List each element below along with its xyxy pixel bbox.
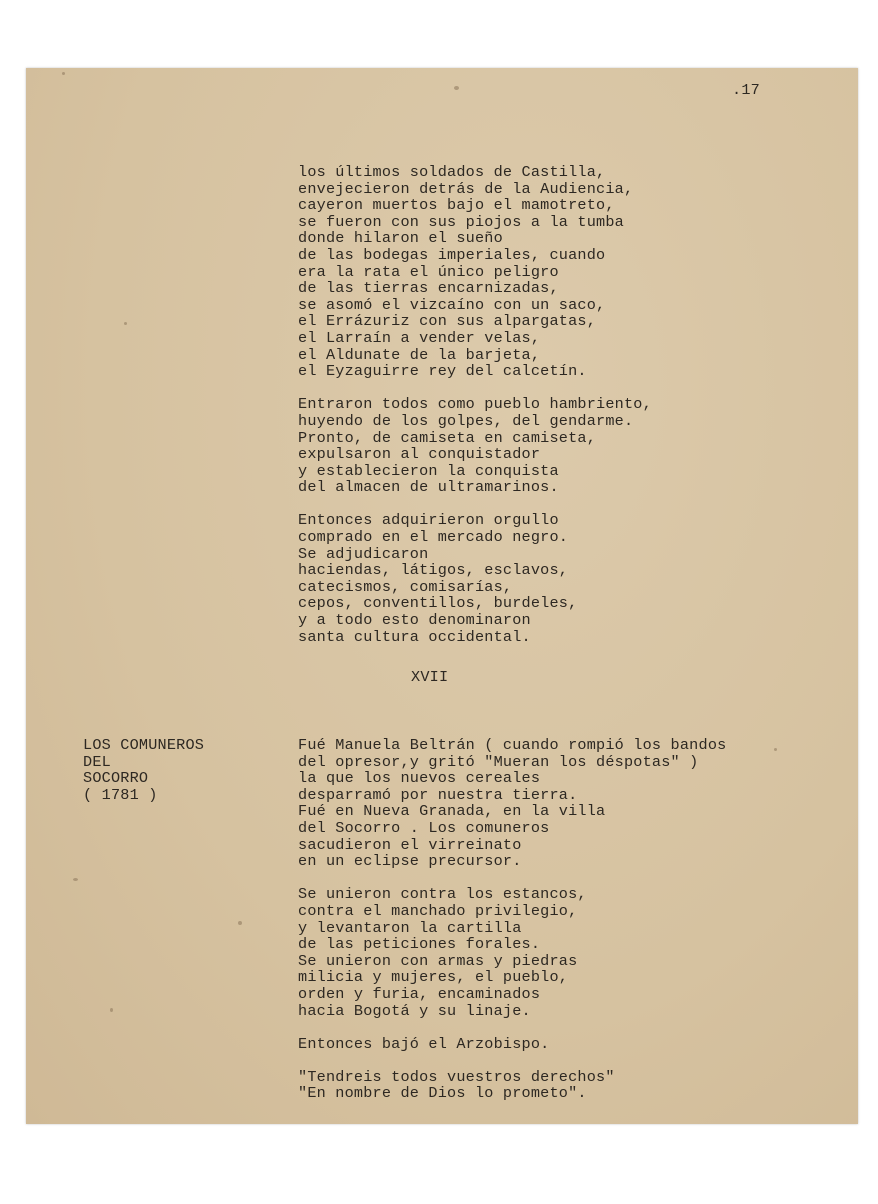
poem-line: haciendas, látigos, esclavos, [298, 561, 569, 580]
poem-line: de las bodegas imperiales, cuando [298, 245, 606, 264]
poem-line: la que los nuevos cereales [298, 769, 541, 788]
margin-note-line: LOS COMUNEROS [83, 736, 205, 754]
typewritten-page [26, 68, 858, 1124]
poem-line: "Tendreis todos vuestros derechos" [298, 1067, 615, 1086]
poem-line: y establecieron la conquista [298, 461, 559, 480]
poem-line: santa cultura occidental. [298, 627, 531, 646]
poem-line: del Socorro . Los comuneros [298, 818, 550, 837]
poem-line: de las tierras encarnizadas, [298, 279, 559, 298]
stanza [298, 737, 726, 870]
margin-note-line: DEL [83, 752, 111, 771]
paper-speck [774, 748, 777, 751]
poem-line: catecismos, comisarías, [298, 577, 513, 596]
paper-speck [454, 86, 459, 90]
section-title: XVII [411, 668, 449, 686]
poem-line: huyendo de los golpes, del gendarme. [298, 411, 634, 430]
poem-line: del opresor,y gritó "Mueran los déspotas" ) [298, 752, 699, 771]
poem-line: se fueron con sus piojos a la tumba [298, 212, 624, 231]
poem-line: expulsaron al conquistador [298, 445, 541, 464]
poem-line: orden y furia, encaminados [298, 984, 541, 1003]
poem-line: Entonces adquirieron orgullo [298, 511, 559, 530]
poem-line: envejecieron detrás de la Audiencia, [298, 179, 634, 198]
poem-line: desparramó por nuestra tierra. [298, 785, 578, 804]
poem-line: el Aldunate de la barjeta, [298, 345, 541, 364]
page-number: .17 [732, 81, 760, 99]
margin-note-line: SOCORRO [83, 769, 149, 788]
poem-line: cayeron muertos bajo el mamotreto, [298, 196, 615, 215]
poem-line: hacia Bogotá y su linaje. [298, 1001, 531, 1020]
poem-line: en un eclipse precursor. [298, 852, 522, 871]
poem-line: Se unieron contra los estancos, [298, 885, 587, 904]
poem-line: contra el manchado privilegio, [298, 901, 578, 920]
margin-note-line: ( 1781 ) [83, 785, 158, 804]
poem-line: se asomó el vizcaíno con un saco, [298, 295, 606, 314]
paper-speck [238, 921, 242, 925]
paper-speck [62, 72, 65, 75]
stanza [298, 164, 652, 380]
poem-line: los últimos soldados de Castilla, [298, 163, 606, 181]
poem-line: comprado en el mercado negro. [298, 528, 569, 547]
poem-line: era la rata el único peligro [298, 262, 559, 281]
poem-line: "En nombre de Dios lo prometo". [298, 1084, 587, 1103]
paper-speck [124, 322, 127, 325]
poem-line: y levantaron la cartilla [298, 918, 522, 937]
stanza [298, 1069, 726, 1102]
poem-body-bottom [298, 737, 726, 1119]
poem-line: cepos, conventillos, burdeles, [298, 594, 578, 613]
stanza [298, 396, 652, 496]
poem-line: el Eyzaguirre rey del calcetín. [298, 362, 587, 381]
poem-line: el Larraín a vender velas, [298, 328, 541, 347]
paper-speck [110, 1008, 113, 1012]
stanza [298, 1036, 726, 1053]
poem-line: Pronto, de camiseta en camiseta, [298, 428, 597, 447]
poem-line: de las peticiones forales. [298, 935, 541, 954]
poem-line: donde hilaron el sueño [298, 229, 503, 248]
poem-line: Se unieron con armas y piedras [298, 951, 578, 970]
stanza [298, 886, 726, 1019]
stanza [298, 512, 652, 645]
poem-line: del almacen de ultramarinos. [298, 478, 559, 497]
poem-body-top [298, 164, 652, 662]
margin-note [83, 737, 204, 803]
poem-line: y a todo esto denominaron [298, 611, 531, 630]
poem-line: sacudieron el virreinato [298, 835, 522, 854]
poem-line: Fué en Nueva Granada, en la villa [298, 802, 606, 821]
poem-line: el Errázuriz con sus alpargatas, [298, 312, 597, 331]
poem-line: Se adjudicaron [298, 544, 429, 563]
poem-line: Entonces bajó el Arzobispo. [298, 1034, 550, 1053]
poem-line: Entraron todos como pueblo hambriento, [298, 395, 652, 414]
paper-speck [73, 878, 78, 881]
poem-line: milicia y mujeres, el pueblo, [298, 968, 569, 987]
poem-line: Fué Manuela Beltrán ( cuando rompió los bandos [298, 736, 727, 754]
